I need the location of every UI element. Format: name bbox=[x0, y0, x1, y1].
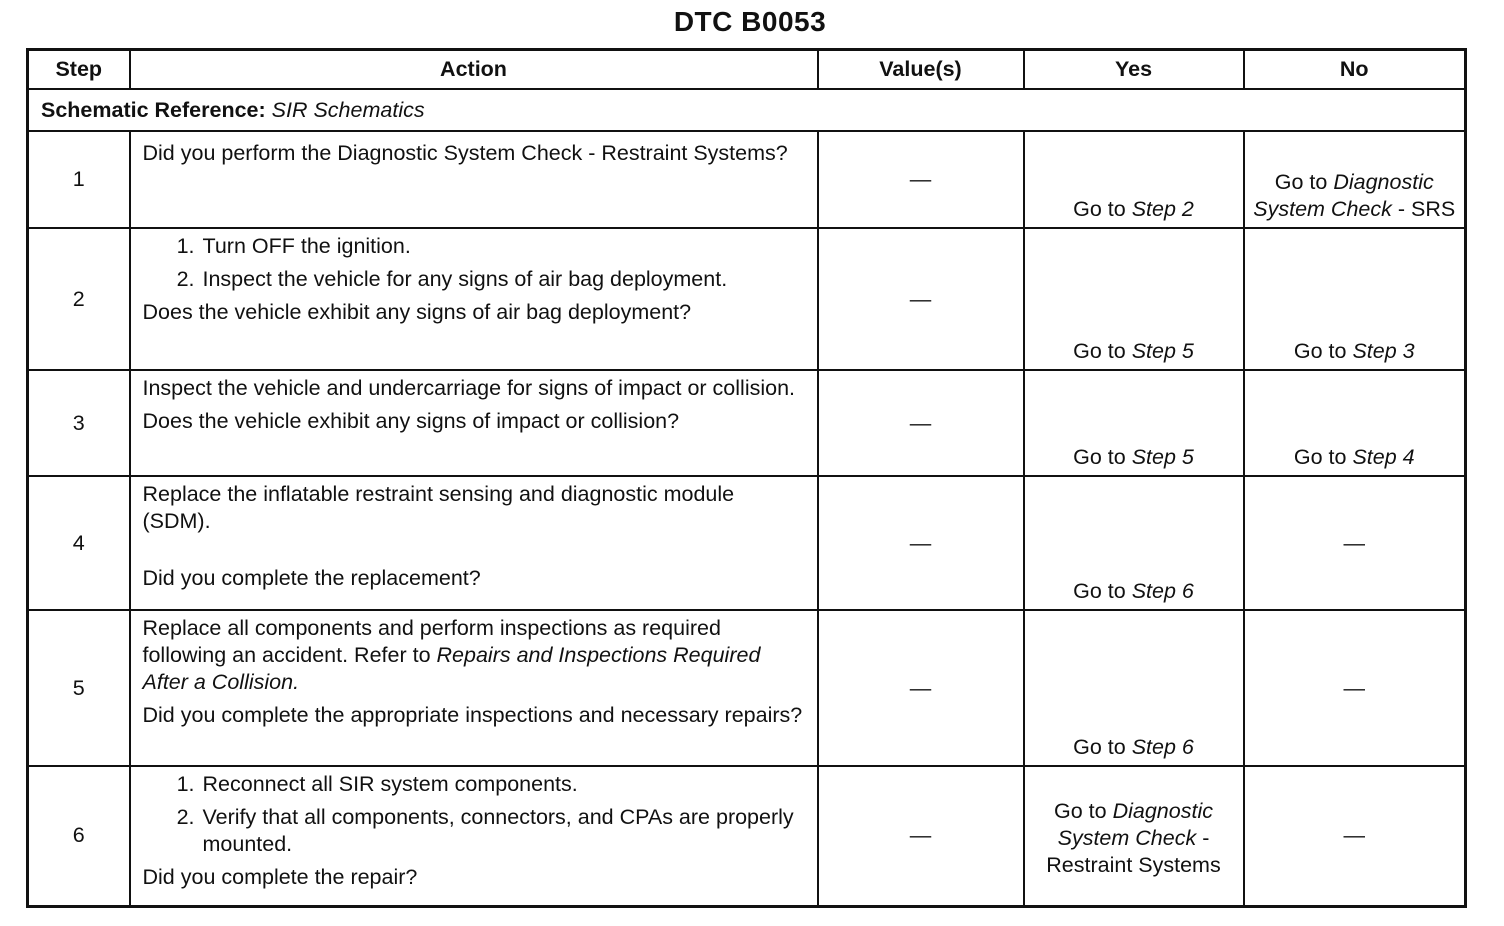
go-to-label: Go to bbox=[1073, 579, 1126, 603]
table-row-step-3 bbox=[28, 370, 1466, 476]
action-step-item: 2. Inspect the vehicle for any signs of air bag deployment. bbox=[201, 266, 805, 293]
go-to-label: Go to bbox=[1293, 445, 1347, 469]
no-ref-rest: - SRS bbox=[1397, 197, 1456, 221]
yes-step-ref: Step 5 bbox=[1131, 339, 1194, 363]
yes-step-ref: Step 6 bbox=[1131, 579, 1194, 603]
step-number: 2 bbox=[28, 228, 130, 370]
action-question: Did you complete the appropriate inspections and necessary repairs? bbox=[142, 703, 803, 727]
no-dash: — bbox=[1343, 530, 1365, 555]
header-no: No bbox=[1244, 50, 1466, 90]
no-dash: — bbox=[1343, 823, 1365, 848]
yes-cell bbox=[1024, 370, 1244, 476]
action-question: Does the vehicle exhibit any signs of impact or collision? bbox=[142, 409, 680, 433]
action-cell bbox=[130, 228, 818, 370]
header-action: Action bbox=[130, 50, 818, 90]
action-text: Replace the inflatable restraint sensing and diagnostic module (SDM). bbox=[142, 482, 735, 533]
action-text: Replace all components and perform inspections as required following an accident. Refer to bbox=[142, 616, 721, 667]
page-title: DTC B0053 bbox=[673, 6, 827, 37]
action-cell bbox=[130, 610, 818, 766]
yes-cell bbox=[1024, 476, 1244, 610]
table-row-step-5 bbox=[28, 610, 1466, 766]
no-cell bbox=[1244, 228, 1466, 370]
table-row-step-2 bbox=[28, 228, 1466, 370]
action-step-item: 2. Verify that all components, connectors, and CPAs are properly mounted. bbox=[201, 804, 805, 858]
schematic-reference-row bbox=[28, 89, 1466, 131]
schematic-reference-link: SIR Schematics bbox=[271, 97, 425, 122]
value-cell bbox=[818, 610, 1024, 766]
yes-step-ref: Step 5 bbox=[1131, 445, 1194, 469]
action-cell bbox=[130, 766, 818, 906]
action-steps-list bbox=[143, 771, 805, 858]
header-values: Value(s) bbox=[818, 50, 1024, 90]
header-step: Step bbox=[28, 50, 130, 90]
action-question: Did you complete the repair? bbox=[142, 865, 418, 889]
go-to-label: Go to bbox=[1274, 170, 1328, 194]
action-cell bbox=[130, 131, 818, 228]
step-number: 1 bbox=[28, 131, 130, 228]
yes-cell bbox=[1024, 228, 1244, 370]
no-cell bbox=[1244, 610, 1466, 766]
value-dash: — bbox=[909, 286, 932, 311]
no-cell bbox=[1244, 476, 1466, 610]
value-cell bbox=[818, 131, 1024, 228]
value-dash: — bbox=[909, 675, 932, 700]
no-ref-italic: Diagnostic System Check bbox=[1253, 170, 1434, 221]
action-cell bbox=[130, 370, 818, 476]
action-text: Did you perform the Diagnostic System Check - Restraint Systems? bbox=[142, 141, 788, 165]
table-row-step-1 bbox=[28, 131, 1466, 228]
yes-cell bbox=[1024, 610, 1244, 766]
go-to-label: Go to bbox=[1293, 339, 1347, 363]
no-cell bbox=[1244, 131, 1466, 228]
step-number: 4 bbox=[28, 476, 130, 610]
step-number: 6 bbox=[28, 766, 130, 906]
yes-step-ref: Step 6 bbox=[1131, 735, 1194, 759]
yes-ref-rest: - Restraint Systems bbox=[1046, 826, 1221, 878]
go-to-label: Go to bbox=[1073, 339, 1126, 363]
no-dash: — bbox=[1343, 675, 1365, 700]
value-dash: — bbox=[909, 167, 932, 191]
no-step-ref: Step 3 bbox=[1352, 339, 1415, 363]
action-text-block bbox=[143, 615, 805, 696]
header-yes: Yes bbox=[1024, 50, 1244, 90]
action-text: Inspect the vehicle and undercarriage for signs of impact or collision. bbox=[142, 376, 796, 400]
value-cell bbox=[818, 370, 1024, 476]
go-to-label: Go to bbox=[1054, 799, 1107, 824]
yes-step-ref: Step 2 bbox=[1131, 197, 1194, 221]
schematic-reference-label: Schematic Reference: bbox=[41, 97, 266, 122]
schematic-reference-cell bbox=[28, 89, 1466, 131]
diagnostic-table bbox=[26, 48, 1467, 908]
action-steps-list bbox=[143, 233, 805, 293]
value-cell bbox=[818, 228, 1024, 370]
action-step-item: 1. Turn OFF the ignition. bbox=[201, 233, 805, 260]
value-dash: — bbox=[909, 823, 932, 848]
go-to-label: Go to bbox=[1073, 197, 1126, 221]
go-to-label: Go to bbox=[1073, 445, 1126, 469]
no-cell bbox=[1244, 766, 1466, 906]
action-step-item: 1. Reconnect all SIR system components. bbox=[201, 771, 805, 798]
action-reference: Repairs and Inspections Required After a Collision. bbox=[142, 643, 761, 694]
value-cell bbox=[818, 766, 1024, 906]
yes-cell bbox=[1024, 766, 1244, 906]
value-dash: — bbox=[909, 410, 932, 435]
no-step-ref: Step 4 bbox=[1352, 445, 1415, 469]
value-cell bbox=[818, 476, 1024, 610]
action-question: Did you complete the replacement? bbox=[142, 566, 481, 590]
step-number: 3 bbox=[28, 370, 130, 476]
value-dash: — bbox=[909, 530, 932, 555]
action-cell bbox=[130, 476, 818, 610]
yes-ref-italic: Diagnostic System Check bbox=[1057, 799, 1213, 851]
yes-cell bbox=[1024, 131, 1244, 228]
header-row bbox=[28, 50, 1466, 90]
go-to-label: Go to bbox=[1073, 735, 1126, 759]
step-number: 5 bbox=[28, 610, 130, 766]
no-cell bbox=[1244, 370, 1466, 476]
table-row-step-4 bbox=[28, 476, 1466, 610]
table-row-step-6 bbox=[28, 766, 1466, 906]
action-question: Does the vehicle exhibit any signs of air bag deployment? bbox=[142, 300, 692, 324]
